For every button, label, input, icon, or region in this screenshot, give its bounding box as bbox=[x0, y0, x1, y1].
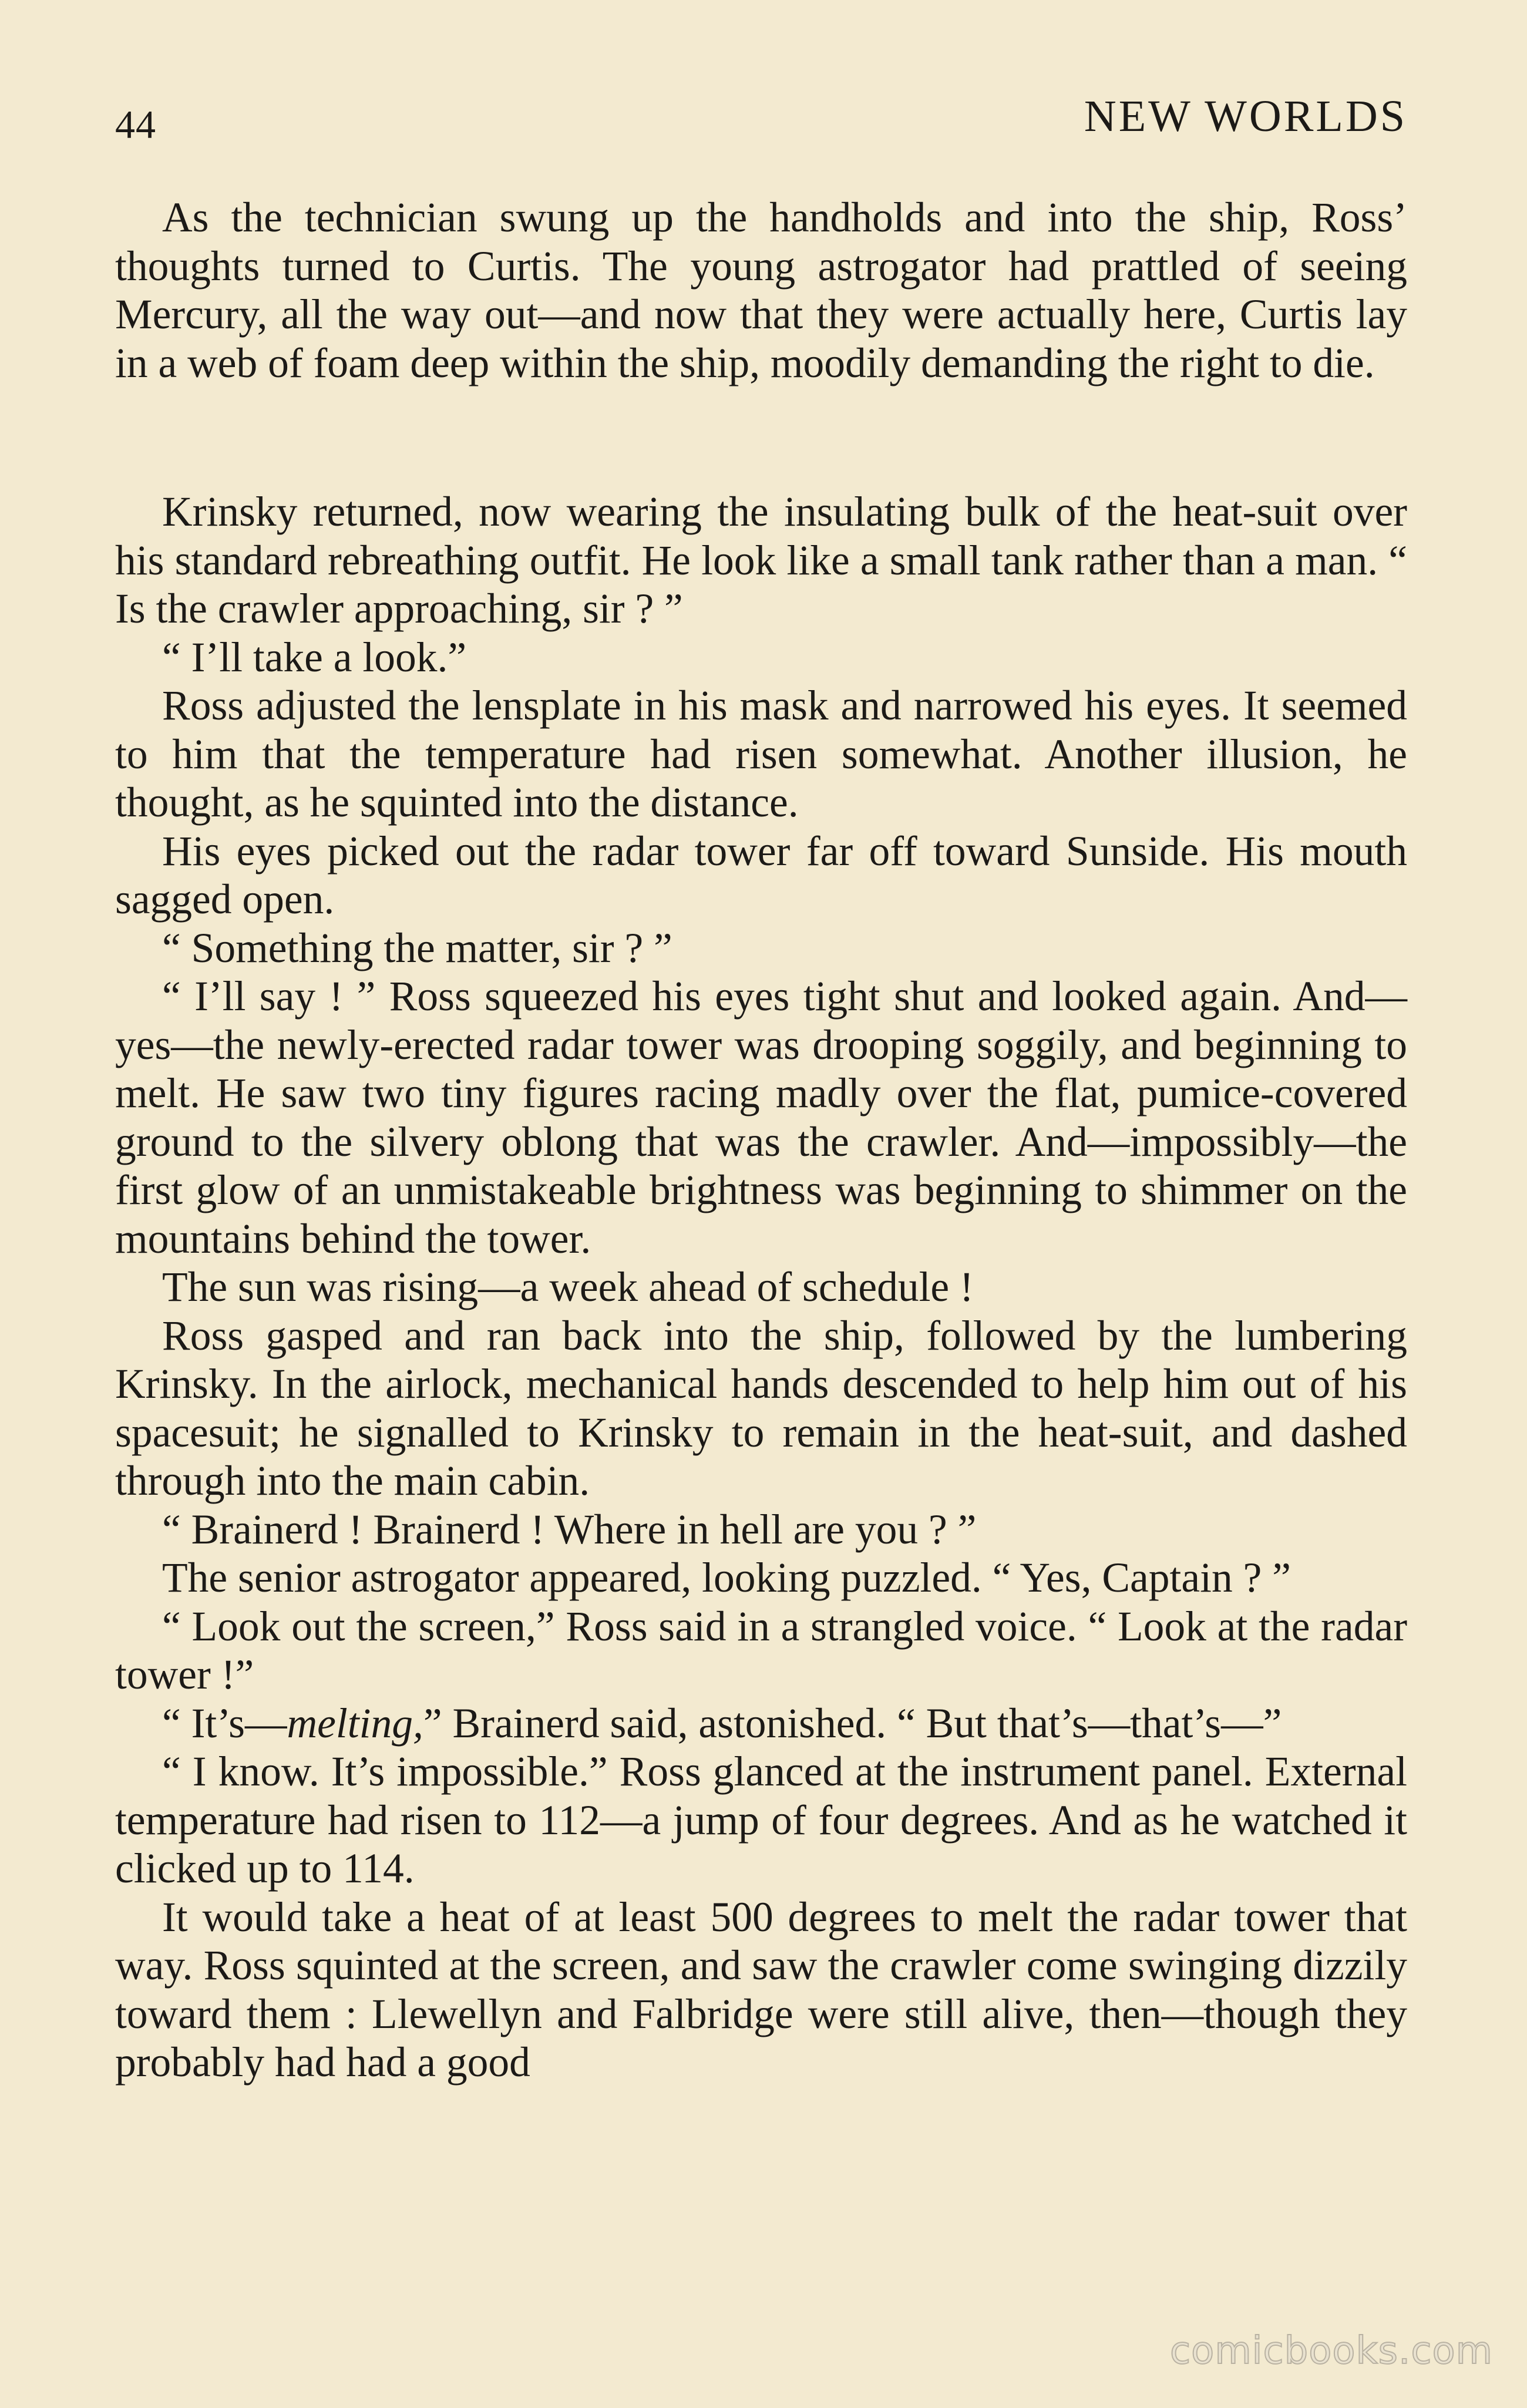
paragraph: “ I’ll take a look.” bbox=[162, 634, 467, 681]
paragraph: “ Brainerd ! Brainerd ! Where in hell are you ? ” bbox=[162, 1506, 977, 1553]
paragraph: “ I’ll say ! ” Ross squeezed his eyes tight shut and looked again. And—yes—the newly-erected radar tower was drooping soggily, and beginning to melt. He saw two tiny figures racing madly over the flat, pumice-covered ground to the silvery oblong that was the crawler. And—impossibly—the first glow of an unmistakeable brightness was beginning to shimmer on the mountains behind the tower. bbox=[115, 973, 1407, 1262]
paragraph bbox=[115, 1700, 1407, 1748]
page-number: 44 bbox=[115, 102, 156, 147]
dialogue-open: “ It’s— bbox=[162, 1700, 287, 1747]
dialogue-close: ” Brainerd said, astonished. “ But that’s—that’s—” bbox=[423, 1700, 1282, 1747]
paragraph: As the technician swung up the handholds and into the ship, Ross’ thoughts turned to Curtis. The young astrogator had prattled of seeing Mercury, all the way out—and now that they were actually here, Curtis lay in a web of foam deep within the ship, moodily demanding the right to die. bbox=[115, 194, 1407, 386]
running-head bbox=[115, 91, 1407, 150]
paragraph: “ Something the matter, sir ? ” bbox=[162, 924, 672, 971]
paragraph: “ Look out the screen,” Ross said in a strangled voice. “ Look at the radar tower !” bbox=[115, 1603, 1407, 1698]
paragraph: Krinsky returned, now wearing the insulating bulk of the heat-suit over his standard rebreathing outfit. He look like a small tank rather than a man. “ Is the crawler approaching, sir ? ” bbox=[115, 489, 1407, 632]
paragraph: The senior astrogator appeared, looking puzzled. “ Yes, Captain ? ” bbox=[162, 1555, 1291, 1601]
story-text bbox=[115, 194, 1407, 2087]
paragraph: It would take a heat of at least 500 degrees to melt the radar tower that way. Ross squinted at the screen, and saw the crawler come swinging dizzily toward them : Llewellyn and Falbridge were still alive, then—though they probably had had a good bbox=[115, 1894, 1407, 2086]
paragraph: “ I know. It’s impossible.” Ross glanced at the instrument panel. External temperature had risen to 112—a jump of four degrees. And as he watched it clicked up to 114. bbox=[115, 1748, 1407, 1892]
italic-emphasis: melting, bbox=[287, 1700, 423, 1747]
paragraph: His eyes picked out the radar tower far off toward Sunside. His mouth sagged open. bbox=[115, 828, 1407, 923]
paragraph: Ross adjusted the lensplate in his mask and narrowed his eyes. It seemed to him that the temperature had risen somewhat. Another illusion, he thought, as he squinted into the distance. bbox=[115, 682, 1407, 826]
journal-title: NEW WORLDS bbox=[1084, 92, 1407, 141]
paragraph: The sun was rising—a week ahead of schedule ! bbox=[162, 1264, 974, 1310]
watermark: comicbooks.com bbox=[1169, 2329, 1493, 2373]
paragraph: Ross gasped and ran back into the ship, followed by the lumbering Krinsky. In the airlock, mechanical hands descended to help him out of his spacesuit; he signalled to Krinsky to remain in the heat-suit, and dashed through into the main cabin. bbox=[115, 1312, 1407, 1504]
